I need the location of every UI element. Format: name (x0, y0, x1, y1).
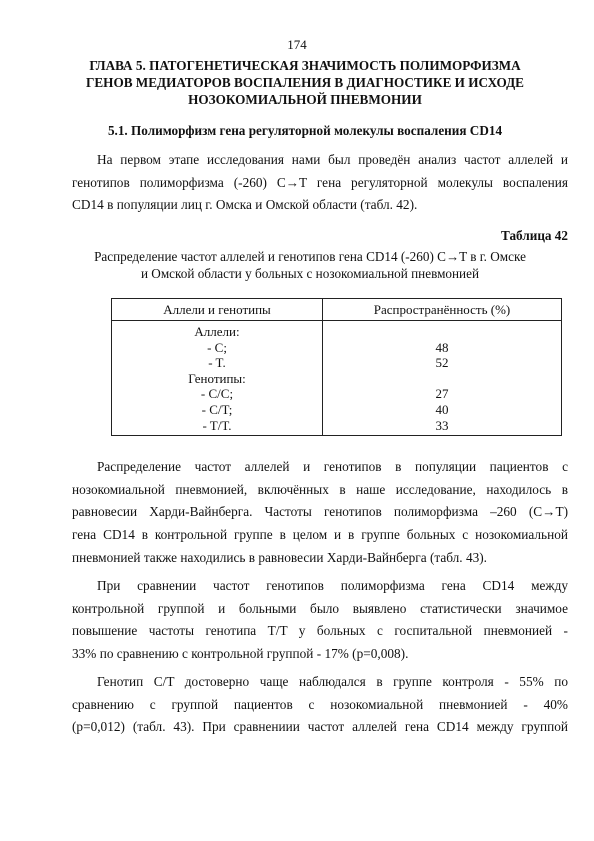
table-cell-line (323, 324, 561, 340)
table-cell-line: 48 (435, 339, 449, 355)
table-cell-line: - C; (207, 339, 227, 355)
section-title: 5.1. Полиморфизм гена регуляторной молекулы воспаления CD14 (107, 123, 503, 138)
table-cell-left (112, 321, 323, 436)
table-caption (70, 248, 550, 282)
table-row (112, 321, 562, 436)
table-caption-line: Распределение частот аллелей и генотипов гена CD14 (-260) C→T в г. Омске (94, 249, 526, 264)
table-cell-line: Генотипы: (188, 370, 246, 386)
table-cell-line: 33 (435, 417, 449, 433)
text-line: 33% по сравнению с контрольной группой - 17% (p=0,008). (72, 646, 409, 662)
table-cell-line: - C/C; (200, 386, 234, 402)
text-line: сравнению с группой пациентов с нозокомиальной пневмонией - 40% (72, 696, 568, 712)
table-cell-line: 52 (435, 355, 449, 371)
paragraph-ct-genotype (72, 671, 568, 739)
table-cell-line: - C/T; (201, 401, 233, 417)
paragraph-genotype-comparison (72, 575, 568, 666)
table-cell-line: - T. (208, 355, 226, 371)
text-line: Распределение частот аллелей и генотипов в популяции пациентов с (97, 459, 568, 474)
table-cell-right (323, 321, 562, 436)
table-cell-line: 40 (435, 401, 449, 417)
text-line: генотипов полиморфизма (-260) C→T гена регуляторной молекулы воспаления (72, 174, 568, 190)
table-header-cell: Распространённость (%) (323, 299, 562, 321)
text-line: CD14 в популяции лиц г. Омска и Омской области (табл. 42). (72, 197, 418, 213)
text-line: нозокомиальной пневмонией, включённых в наше исследование, находилось в (72, 481, 568, 497)
alleles-table (111, 298, 562, 436)
table-header-row (112, 299, 562, 321)
page-number: 174 (287, 37, 307, 52)
text-line: Генотип C/T достоверно чаще наблюдался в группе контроля - 55% по (97, 674, 568, 689)
table-caption-line: и Омской области у больных с нозокомиальной пневмонией (140, 266, 480, 281)
text-line: гена CD14 в контрольной группе в целом и в группе больных с нозокомиальной (72, 527, 568, 543)
chapter-title-line: НОЗОКОМИАЛЬНОЙ ПНЕВМОНИИ (188, 92, 422, 107)
text-line: контрольной группой и больными было выявлено статистически значимое (72, 600, 568, 616)
text-line: пневмонией также находились в равновесии Харди-Вайнберга (табл. 43). (72, 549, 488, 565)
text-line: Ha первом этапе исследования нами был проведён анализ частот аллелей и (97, 152, 568, 167)
table-cell-line: 27 (435, 386, 449, 402)
text-line: При сравнении частот генотипов полиморфизма гена CD14 между (97, 578, 568, 593)
table-cell-line: - T/T. (202, 417, 232, 433)
paragraph-hardy-weinberg (72, 456, 568, 570)
text-line: (p=0,012) (табл. 43). При сравнениии частот аллелей гена CD14 между группой (72, 719, 568, 735)
chapter-title-line: ГЕНОВ МЕДИАТОРОВ ВОСПАЛЕНИЯ В ДИАГНОСТИКЕ И ИСХОДЕ (86, 75, 524, 90)
table-header-cell: Аллели и генотипы (112, 299, 323, 321)
table-cell-line (323, 371, 561, 387)
chapter-title (60, 57, 550, 108)
chapter-title-line: ГЛАВА 5. ПАТОГЕНЕТИЧЕСКАЯ ЗНАЧИМОСТЬ ПОЛИМОРФИЗМА (89, 58, 521, 73)
text-line: повышение частоты генотипа T/T у больных с госпитальной пневмонией - (72, 623, 568, 639)
intro-paragraph (72, 149, 568, 217)
table-cell-line: Аллели: (194, 324, 240, 339)
text-line: равновесии Харди-Вайнберга. Частоты генотипов полиморфизма –260 (C→T) (72, 504, 568, 520)
table-label: Таблица 42 (501, 228, 568, 243)
